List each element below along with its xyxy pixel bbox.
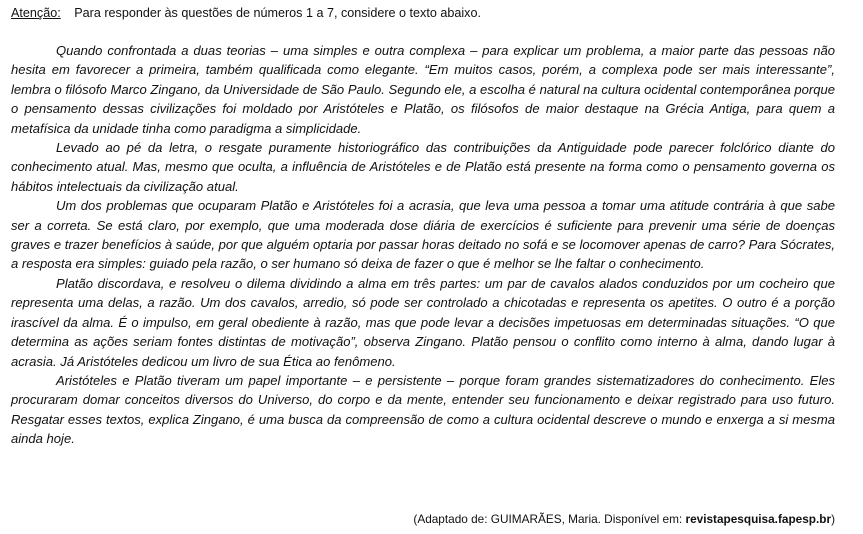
attention-label: Atenção: [11,6,61,20]
paragraph-5: Aristóteles e Platão tiveram um papel importante – e persistente – porque foram grandes sistematizadores do conhecimento. Eles procuraram domar conceitos diversos do Universo, do corpo e da mente, entender seu funcionamento e deixar registrado para uso futuro. Resgatar esses textos, explica Zingano, é uma busca da compreensão de como a cultura ocidental descreve o mundo e enxerga a si mesma ainda hoje. [11,372,835,447]
attention-instruction: Para responder às questões de números 1 a 7, considere o texto abaixo. [74,6,481,20]
reading-text [11,41,835,449]
source-site: revistapesquisa.fapesp.br [685,512,832,526]
source-citation [413,511,835,527]
paragraph-1: Quando confrontada a duas teorias – uma simples e outra complexa – para explicar um problema, a maior parte das pessoas não hesita em favorecer a primeira, também qualificada como elegante. “Em muitos casos, porém, a complexa pode ser mais interessante”, lembra o filósofo Marco Zingano, da Universidade de São Paulo. Segundo ele, a escolha é natural na cultura ocidental contemporânea porque o pensamento dessas civilizações foi moldado por Aristóteles e Platão, os filósofos de maior destaque na Grécia Antiga, para quem a metafísica da unidade tinha como paradigma a simplicidade. [11,43,835,136]
paragraph-3: Um dos problemas que ocuparam Platão e Aristóteles foi a acrasia, que leva uma pessoa a tomar uma atitude contrária à que sabe ser a correta. Se está claro, por exemplo, que uma moderada dose diária de exercícios é suficiente para prevenir uma série de doenças graves e trazer benefícios à saúde, por que alguém optaria por passar horas deitado no sofá e se locomover apenas de carro? Para Sócrates, a resposta era simples: guiado pela razão, o ser humano só deixa de fazer o que é melhor se lhe faltar o conhecimento. [11,198,835,272]
source-prefix: (Adaptado de: GUIMARÃES, Maria. Disponível em: [413,512,683,526]
attention-header [11,5,481,22]
source-suffix: ) [831,512,835,526]
paragraph-4: Platão discordava, e resolveu o dilema dividindo a alma em três partes: um par de cavalos alados conduzidos por um cocheiro que representa uma delas, a razão. Um dos cavalos, arredio, só pode ser controlado a chicotadas e representa os apetites. O outro é a porção irascível da alma. É o impulso, em geral obediente à razão, mas que pode levar a decisões impetuosas em determinadas situações. “O que determina as ações seriam fontes distintas de motivação”, observa Zingano. Platão pensou o conflito como interno à alma, dando lugar à acrasia. Já Aristóteles dedicou um livro de sua Ética ao fenômeno. [11,275,835,369]
paragraph-2: Levado ao pé da letra, o resgate puramente historiográfico das contribuições da Antiguidade pode parecer folclórico diante do conhecimento atual. Mas, mesmo que oculta, a influência de Aristóteles e de Platão está presente na forma como o pensamento governa os hábitos intelectuais da civilização atual. [11,140,835,194]
